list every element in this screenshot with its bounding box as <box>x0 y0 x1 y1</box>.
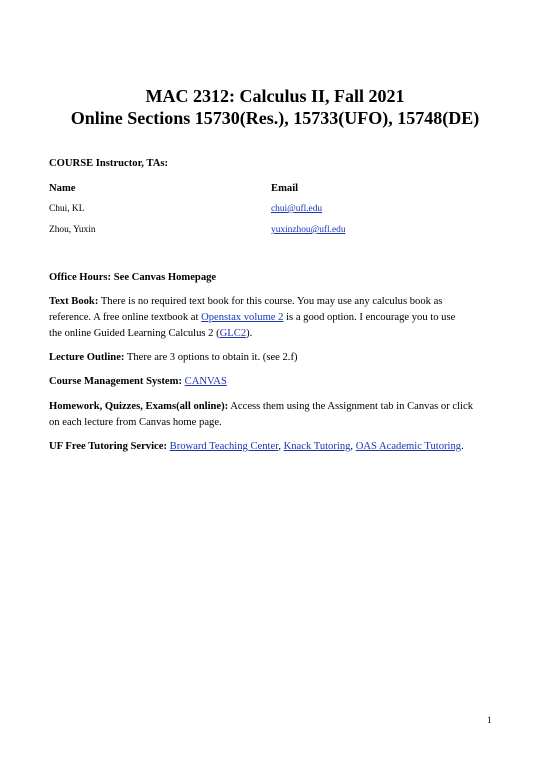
oas-academic-tutoring-link[interactable]: OAS Academic Tutoring <box>355 441 462 452</box>
separator: , <box>350 441 356 452</box>
page-number: 1 <box>487 716 492 726</box>
office-hours: Office Hours: See Canvas Homepage <box>49 272 217 283</box>
openstax-link[interactable]: Openstax volume 2 <box>201 312 284 323</box>
staff-table-header <box>49 181 504 197</box>
staff-row <box>49 222 504 238</box>
name-column-header: Name <box>49 183 76 194</box>
staff-email-link[interactable]: chui@ufl.edu <box>271 204 323 214</box>
knack-tutoring-link[interactable]: Knack Tutoring <box>283 441 351 452</box>
textbook-paragraph <box>49 294 504 342</box>
broward-teaching-center-link[interactable]: Broward Teaching Center <box>169 441 279 452</box>
lecture-outline-text: There are 3 options to obtain it. (see 2.f) <box>124 352 298 363</box>
staff-row <box>49 201 504 217</box>
textbook-text: is a good option. I encourage you to use <box>283 312 456 323</box>
glc2-link[interactable]: GLC2 <box>219 328 247 339</box>
textbook-text: ). <box>246 328 253 339</box>
course-sections: Online Sections 15730(Res.), 15733(UFO), 15748(DE) <box>70 108 480 128</box>
staff-email-link[interactable]: yuxinzhou@ufl.edu <box>271 225 346 235</box>
tutoring-label: UF Free Tutoring Service: <box>49 441 167 452</box>
separator: . <box>461 441 464 452</box>
canvas-link[interactable]: CANVAS <box>184 376 227 387</box>
staff-name: Chui, KL <box>49 204 85 214</box>
email-column-header: Email <box>271 183 299 194</box>
homework-text: Access them using the Assignment tab in Canvas or click <box>228 401 473 412</box>
staff-name: Zhou, Yuxin <box>49 225 96 235</box>
lecture-outline-paragraph <box>49 350 504 366</box>
separator: , <box>278 441 284 452</box>
homework-label: Homework, Quizzes, Exams(all online): <box>49 401 229 412</box>
homework-paragraph <box>49 399 504 431</box>
homework-text: on each lecture from Canvas home page. <box>49 417 222 428</box>
textbook-text: reference. A free online textbook at <box>49 312 202 323</box>
tutoring-paragraph <box>49 439 504 455</box>
staff-heading: COURSE Instructor, TAs: <box>49 158 168 169</box>
course-title: MAC 2312: Calculus II, Fall 2021 <box>145 86 405 106</box>
textbook-text: the online Guided Learning Calculus 2 ( <box>49 328 220 339</box>
textbook-label: Text Book: <box>49 296 99 307</box>
textbook-text: There is no required text book for this course. You may use any calculus book as <box>98 296 443 307</box>
cms-paragraph <box>49 374 504 390</box>
lecture-outline-label: Lecture Outline: <box>49 352 125 363</box>
cms-label: Course Management System: <box>49 376 182 387</box>
